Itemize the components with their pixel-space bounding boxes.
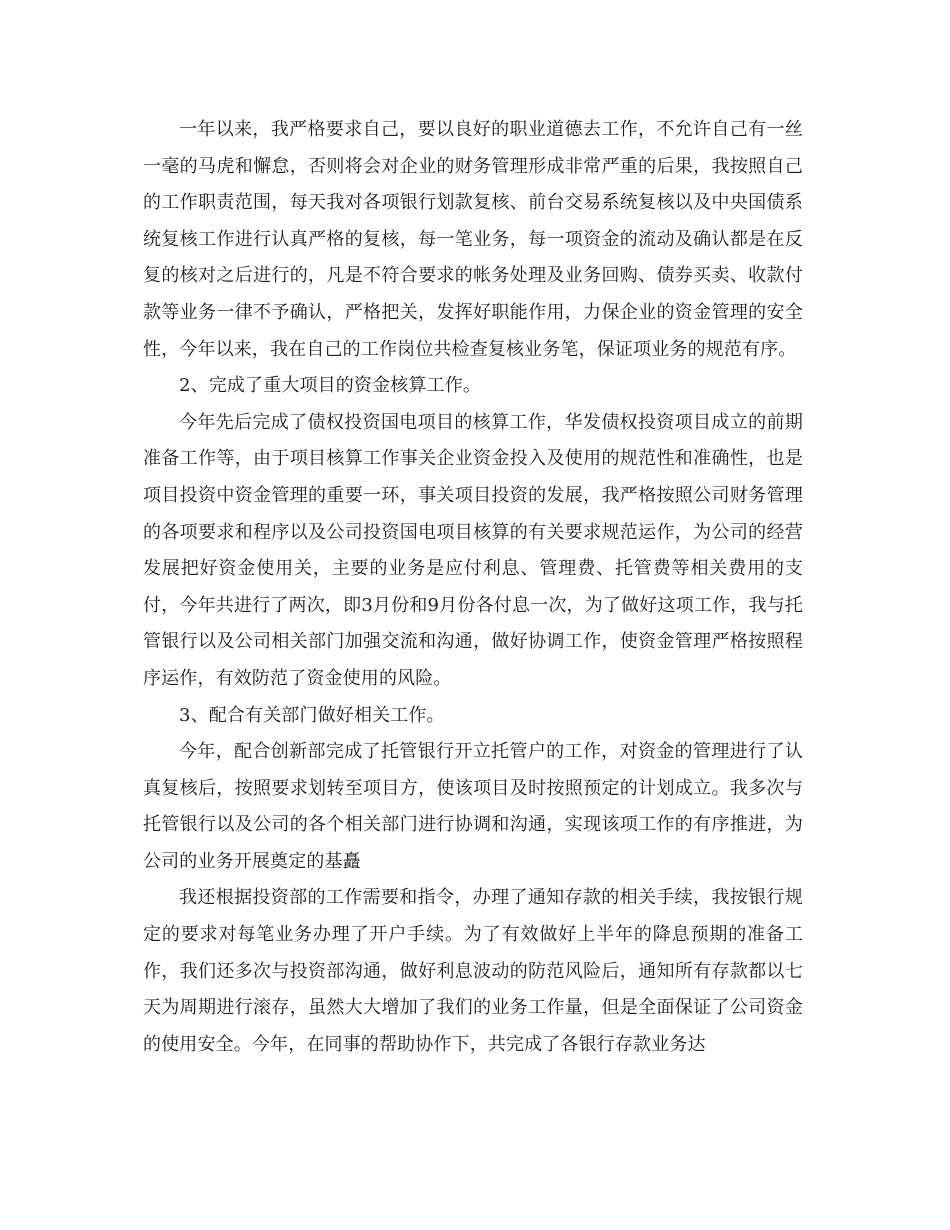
document-body (143, 112, 803, 1063)
paragraph-project-accounting: 今年先后完成了债权投资国电项目的核算工作，华发债权投资项目成立的前期准备工作等，由于项目核算工作事关企业资金投入及使用的规范性和准确性，也是项目投资中资金管理的重要一环，事关项目投资的发展，我严格按照公司财务管理的各项要求和程序以及公司投资国电项目核算的有关要求规范运作，为公司的经营发展把好资金使用关，主要的业务是应付利息、管理费、托管费等相关费用的支付，今年共进行了两次，即3月份和9月份各付息一次，为了做好这项工作，我与托管银行以及公司相关部门加强交流和沟通，做好协调工作，使资金管理严格按照程序运作，有效防范了资金使用的风险。 (143, 411, 803, 689)
paragraph-custody-account: 今年，配合创新部完成了托管银行开立托管户的工作，对资金的管理进行了认真复核后，按照要求划转至项目方，使该项目及时按照预定的计划成立。我多次与托管银行以及公司的各个相关部门进行协调和沟通，实现该项工作的有序推进，为公司的业务开展奠定的基矗 (143, 741, 803, 872)
paragraph-heading-2: 2、完成了重大项目的资金核算工作。 (179, 375, 482, 397)
paragraph-work-discipline: 一年以来，我严格要求自己，要以良好的职业道德去工作，不允许自己有一丝一毫的马虎和懈怠，否则将会对企业的财务管理形成非常严重的后果，我按照自己的工作职责范围，每天我对各项银行划款复核、前台交易系统复核以及中央国债系统复核工作进行认真严格的复核，每一笔业务，每一项资金的流动及确认都是在反复的核对之后进行的，凡是不符合要求的帐务处理及业务回购、债券买卖、收款付款等业务一律不予确认，严格把关，发挥好职能作用，力保企业的资金管理的安全性，今年以来，我在自己的工作岗位共检查复核业务笔，保证项业务的规范有序。 (143, 119, 803, 360)
paragraph-heading-3: 3、配合有关部门做好相关工作。 (179, 704, 445, 726)
paragraph-deposit-handling: 我还根据投资部的工作需要和指令，办理了通知存款的相关手续，我按银行规定的要求对每笔业务办理了开户手续。为了有效做好上半年的降息预期的准备工作，我们还多次与投资部沟通，做好利息波动的防范风险后，通知所有存款都以七天为周期进行滚存，虽然大大增加了我们的业务工作量，但是全面保证了公司资金的使用安全。今年，在同事的帮助协作下，共完成了各银行存款业务达 (143, 887, 803, 1055)
